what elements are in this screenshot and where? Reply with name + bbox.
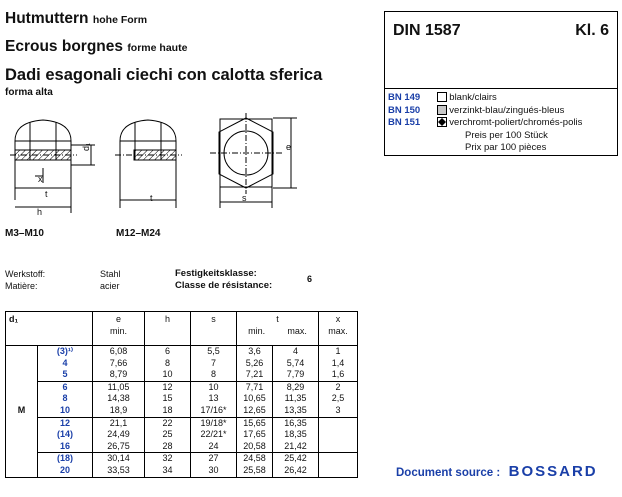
cell-value <box>319 453 357 465</box>
bn-code: BN 149 <box>388 92 421 103</box>
cell-value: 4 <box>62 357 68 368</box>
strength-class: Kl. 6 <box>575 22 609 39</box>
cell-value: 2,5 <box>331 393 345 404</box>
header-t-max: max. <box>287 325 307 336</box>
header-d1: d₁ <box>6 312 93 346</box>
cell-value: 21,1 <box>109 417 128 428</box>
bn-code: BN 151 <box>388 117 421 128</box>
table-cell-s <box>191 381 237 417</box>
cell-value: 10 <box>208 381 219 392</box>
header-t <box>237 312 319 346</box>
cell-value: 6,08 <box>109 346 128 356</box>
cell-value: 7 <box>210 357 216 368</box>
bn-finish: verzinkt-blau/zingués-bleus <box>449 104 565 116</box>
cell-value: 22/21* <box>200 429 227 440</box>
table-header-row <box>6 312 358 346</box>
cell-value: 11,35 <box>284 393 307 404</box>
table-cell-tmin <box>237 381 273 417</box>
cell-value: (18) <box>56 453 73 464</box>
cell-value: 13,35 <box>284 404 307 415</box>
material-value-fr: acier <box>100 281 120 291</box>
header-s: s <box>191 312 237 346</box>
header-x <box>319 312 358 346</box>
cell-value <box>319 418 357 430</box>
cell-value: 12 <box>162 381 173 392</box>
cell-value: 10,65 <box>243 393 266 404</box>
cell-value: 6 <box>62 381 68 392</box>
header-e <box>93 312 145 346</box>
chrome-swatch-icon <box>437 117 447 127</box>
range-large-label: M12–M24 <box>116 228 161 239</box>
cell-value: 3,6 <box>248 346 261 356</box>
cell-value <box>319 441 357 453</box>
cell-value: 6 <box>164 346 170 356</box>
title-fr-text: Ecrous borgnes <box>5 38 123 55</box>
standard-box <box>384 11 618 156</box>
cell-value: 12 <box>59 417 70 428</box>
table-row-group <box>6 381 358 417</box>
material-label-fr: Matière: <box>5 281 38 291</box>
table-cell-x <box>319 453 358 477</box>
table-cell-h <box>145 346 191 382</box>
dim-h-label: h <box>37 207 43 217</box>
cell-value: 5 <box>62 369 68 380</box>
dim-s-label: s <box>242 193 247 203</box>
header-e-label: e <box>115 314 121 324</box>
header-x-label: x <box>335 314 341 324</box>
dim-t-label: t <box>45 189 48 199</box>
table-row-group <box>6 346 358 382</box>
cell-value: (3)¹⁾ <box>56 346 74 356</box>
material-label-de: Werkstoff: <box>5 269 46 279</box>
cell-value <box>319 465 357 477</box>
small-nut-drawing <box>10 120 95 213</box>
cell-value: 5,5 <box>207 346 220 356</box>
cell-value: 7,21 <box>245 369 264 380</box>
cell-value: 24 <box>208 440 219 451</box>
cell-value: 8,29 <box>286 381 305 392</box>
cell-value: 2 <box>335 381 341 392</box>
zinc-swatch-icon <box>437 105 447 115</box>
cell-value: 8 <box>62 393 68 404</box>
cell-value: 33,53 <box>107 464 130 475</box>
cell-value: 21,42 <box>284 440 307 451</box>
cell-value: 13 <box>208 393 219 404</box>
table-cell-tmin <box>237 346 273 382</box>
range-small-label: M3–M10 <box>5 228 44 239</box>
cell-value: 8 <box>210 369 216 380</box>
header-t-min: min. <box>248 325 266 336</box>
table-cell-h <box>145 417 191 453</box>
table-cell-x <box>319 417 358 453</box>
cell-value: 30 <box>208 464 219 475</box>
bossard-logo: BOSSARD <box>508 463 598 480</box>
title-fr-sub: forme haute <box>127 42 188 54</box>
table-cell-d1 <box>38 417 93 453</box>
thread-type-cell: M <box>6 346 38 478</box>
cell-value: 7,71 <box>245 381 264 392</box>
cell-value: 3 <box>335 404 341 415</box>
cell-value: 28 <box>162 440 173 451</box>
cell-value: 14,38 <box>107 393 130 404</box>
header-x-sub: max. <box>328 325 348 336</box>
cell-value: 11,05 <box>107 381 130 392</box>
table-cell-s <box>191 417 237 453</box>
table-cell-h <box>145 381 191 417</box>
table-cell-s <box>191 346 237 382</box>
header-h: h <box>145 312 191 346</box>
cell-value: 17,65 <box>243 429 266 440</box>
document-source <box>396 463 598 481</box>
bn-option-150 <box>388 105 582 118</box>
blank-swatch-icon <box>437 92 447 102</box>
cell-value: 24,58 <box>243 453 266 464</box>
cell-value: 30,14 <box>107 453 130 464</box>
cell-value: 1,4 <box>331 357 345 368</box>
price-note-de: Preis per 100 Stück <box>465 129 548 141</box>
standard-box-header <box>385 12 617 89</box>
table-cell-tmax <box>273 381 319 417</box>
cell-value: 32 <box>162 453 173 464</box>
cell-value: 16 <box>59 440 70 451</box>
dim-t-large-label: t <box>150 193 153 203</box>
cell-value: 34 <box>162 464 173 475</box>
cell-value: 8 <box>164 357 170 368</box>
cell-value: 20,58 <box>243 440 266 451</box>
cell-value: 5,74 <box>286 357 305 368</box>
bn-option-list <box>388 92 582 155</box>
table-cell-tmax <box>273 453 319 477</box>
cell-value: 26,75 <box>107 440 130 451</box>
cell-value: 1 <box>335 346 341 356</box>
class-labels <box>175 268 272 292</box>
hex-top-view-drawing <box>210 113 297 208</box>
table-row-group <box>6 453 358 477</box>
cell-value: 18 <box>162 404 173 415</box>
bn-code: BN 150 <box>388 104 421 116</box>
bn-option-151 <box>388 117 582 130</box>
cell-value: 7,66 <box>109 357 128 368</box>
cell-value: 22 <box>162 417 173 428</box>
cell-value <box>319 429 357 441</box>
cell-value: 4 <box>292 346 298 356</box>
dimension-table <box>5 311 358 478</box>
cell-value: 19/18* <box>200 417 227 428</box>
din-number: DIN 1587 <box>393 22 461 39</box>
source-label: Document source : <box>396 467 501 479</box>
cell-value: 15 <box>162 393 173 404</box>
cell-value: 10 <box>59 404 70 415</box>
table-cell-x <box>319 346 358 382</box>
cell-value: 8,79 <box>109 369 128 380</box>
cell-value: 5,26 <box>245 357 264 368</box>
cell-value: 15,65 <box>243 417 266 428</box>
cell-value: 25,58 <box>243 464 266 475</box>
header-t-label: t <box>276 314 279 324</box>
cell-value: 27 <box>208 453 219 464</box>
table-cell-d1 <box>38 381 93 417</box>
title-de-text: Hutmuttern <box>5 10 89 27</box>
table-cell-tmin <box>237 453 273 477</box>
dim-e-label: e <box>286 142 292 152</box>
nut-drawings <box>5 108 305 226</box>
table-row-group <box>6 417 358 453</box>
title-it <box>5 66 322 85</box>
material-values <box>100 268 121 292</box>
cell-value: 25 <box>162 429 173 440</box>
table-cell-tmin <box>237 417 273 453</box>
table-cell-tmax <box>273 346 319 382</box>
table-cell-d1 <box>38 453 93 477</box>
dim-x-label: x <box>38 174 43 184</box>
cell-value: 18,9 <box>109 404 128 415</box>
cell-value: 26,42 <box>284 464 307 475</box>
class-value: 6 <box>307 274 313 284</box>
bn-finish: blank/clairs <box>449 92 497 103</box>
dim-d1-label: d₁ <box>81 142 92 152</box>
title-it-sub: forma alta <box>5 87 53 98</box>
table-cell-tmax <box>273 417 319 453</box>
table-cell-x <box>319 381 358 417</box>
cell-value: 17/16* <box>200 404 227 415</box>
large-nut-drawing <box>115 120 182 208</box>
title-it-text: Dadi esagonali ciechi con calotta sferica <box>5 66 323 84</box>
cell-value: (14) <box>56 429 73 440</box>
material-labels <box>5 268 45 292</box>
bn-option-149 <box>388 92 582 105</box>
cell-value: 7,79 <box>286 369 305 380</box>
cell-value: 16,35 <box>284 417 307 428</box>
table-cell-e <box>93 381 145 417</box>
price-note-fr: Prix par 100 pièces <box>465 142 547 153</box>
cell-value: 24,49 <box>107 429 130 440</box>
cell-value: 25,42 <box>284 453 307 464</box>
table-cell-s <box>191 453 237 477</box>
title-fr <box>5 38 187 56</box>
table-cell-d1 <box>38 346 93 382</box>
table-body <box>6 346 358 478</box>
class-label-de: Festigkeitsklasse: <box>175 268 257 279</box>
cell-value: 10 <box>162 369 173 380</box>
table-cell-h <box>145 453 191 477</box>
cell-value: 1,6 <box>331 369 345 380</box>
cell-value: 12,65 <box>243 404 266 415</box>
cell-value: 20 <box>59 464 70 475</box>
class-label-fr: Classe de résistance: <box>175 280 273 291</box>
material-value-de: Stahl <box>100 269 121 279</box>
bn-finish: verchromt-poliert/chromés-polis <box>449 117 583 128</box>
cell-value: 18,35 <box>284 429 307 440</box>
header-e-sub: min. <box>109 325 127 336</box>
title-de-sub: hohe Form <box>92 14 148 26</box>
title-de <box>5 10 147 28</box>
table-cell-e <box>93 417 145 453</box>
table-cell-e <box>93 453 145 477</box>
table-cell-e <box>93 346 145 382</box>
